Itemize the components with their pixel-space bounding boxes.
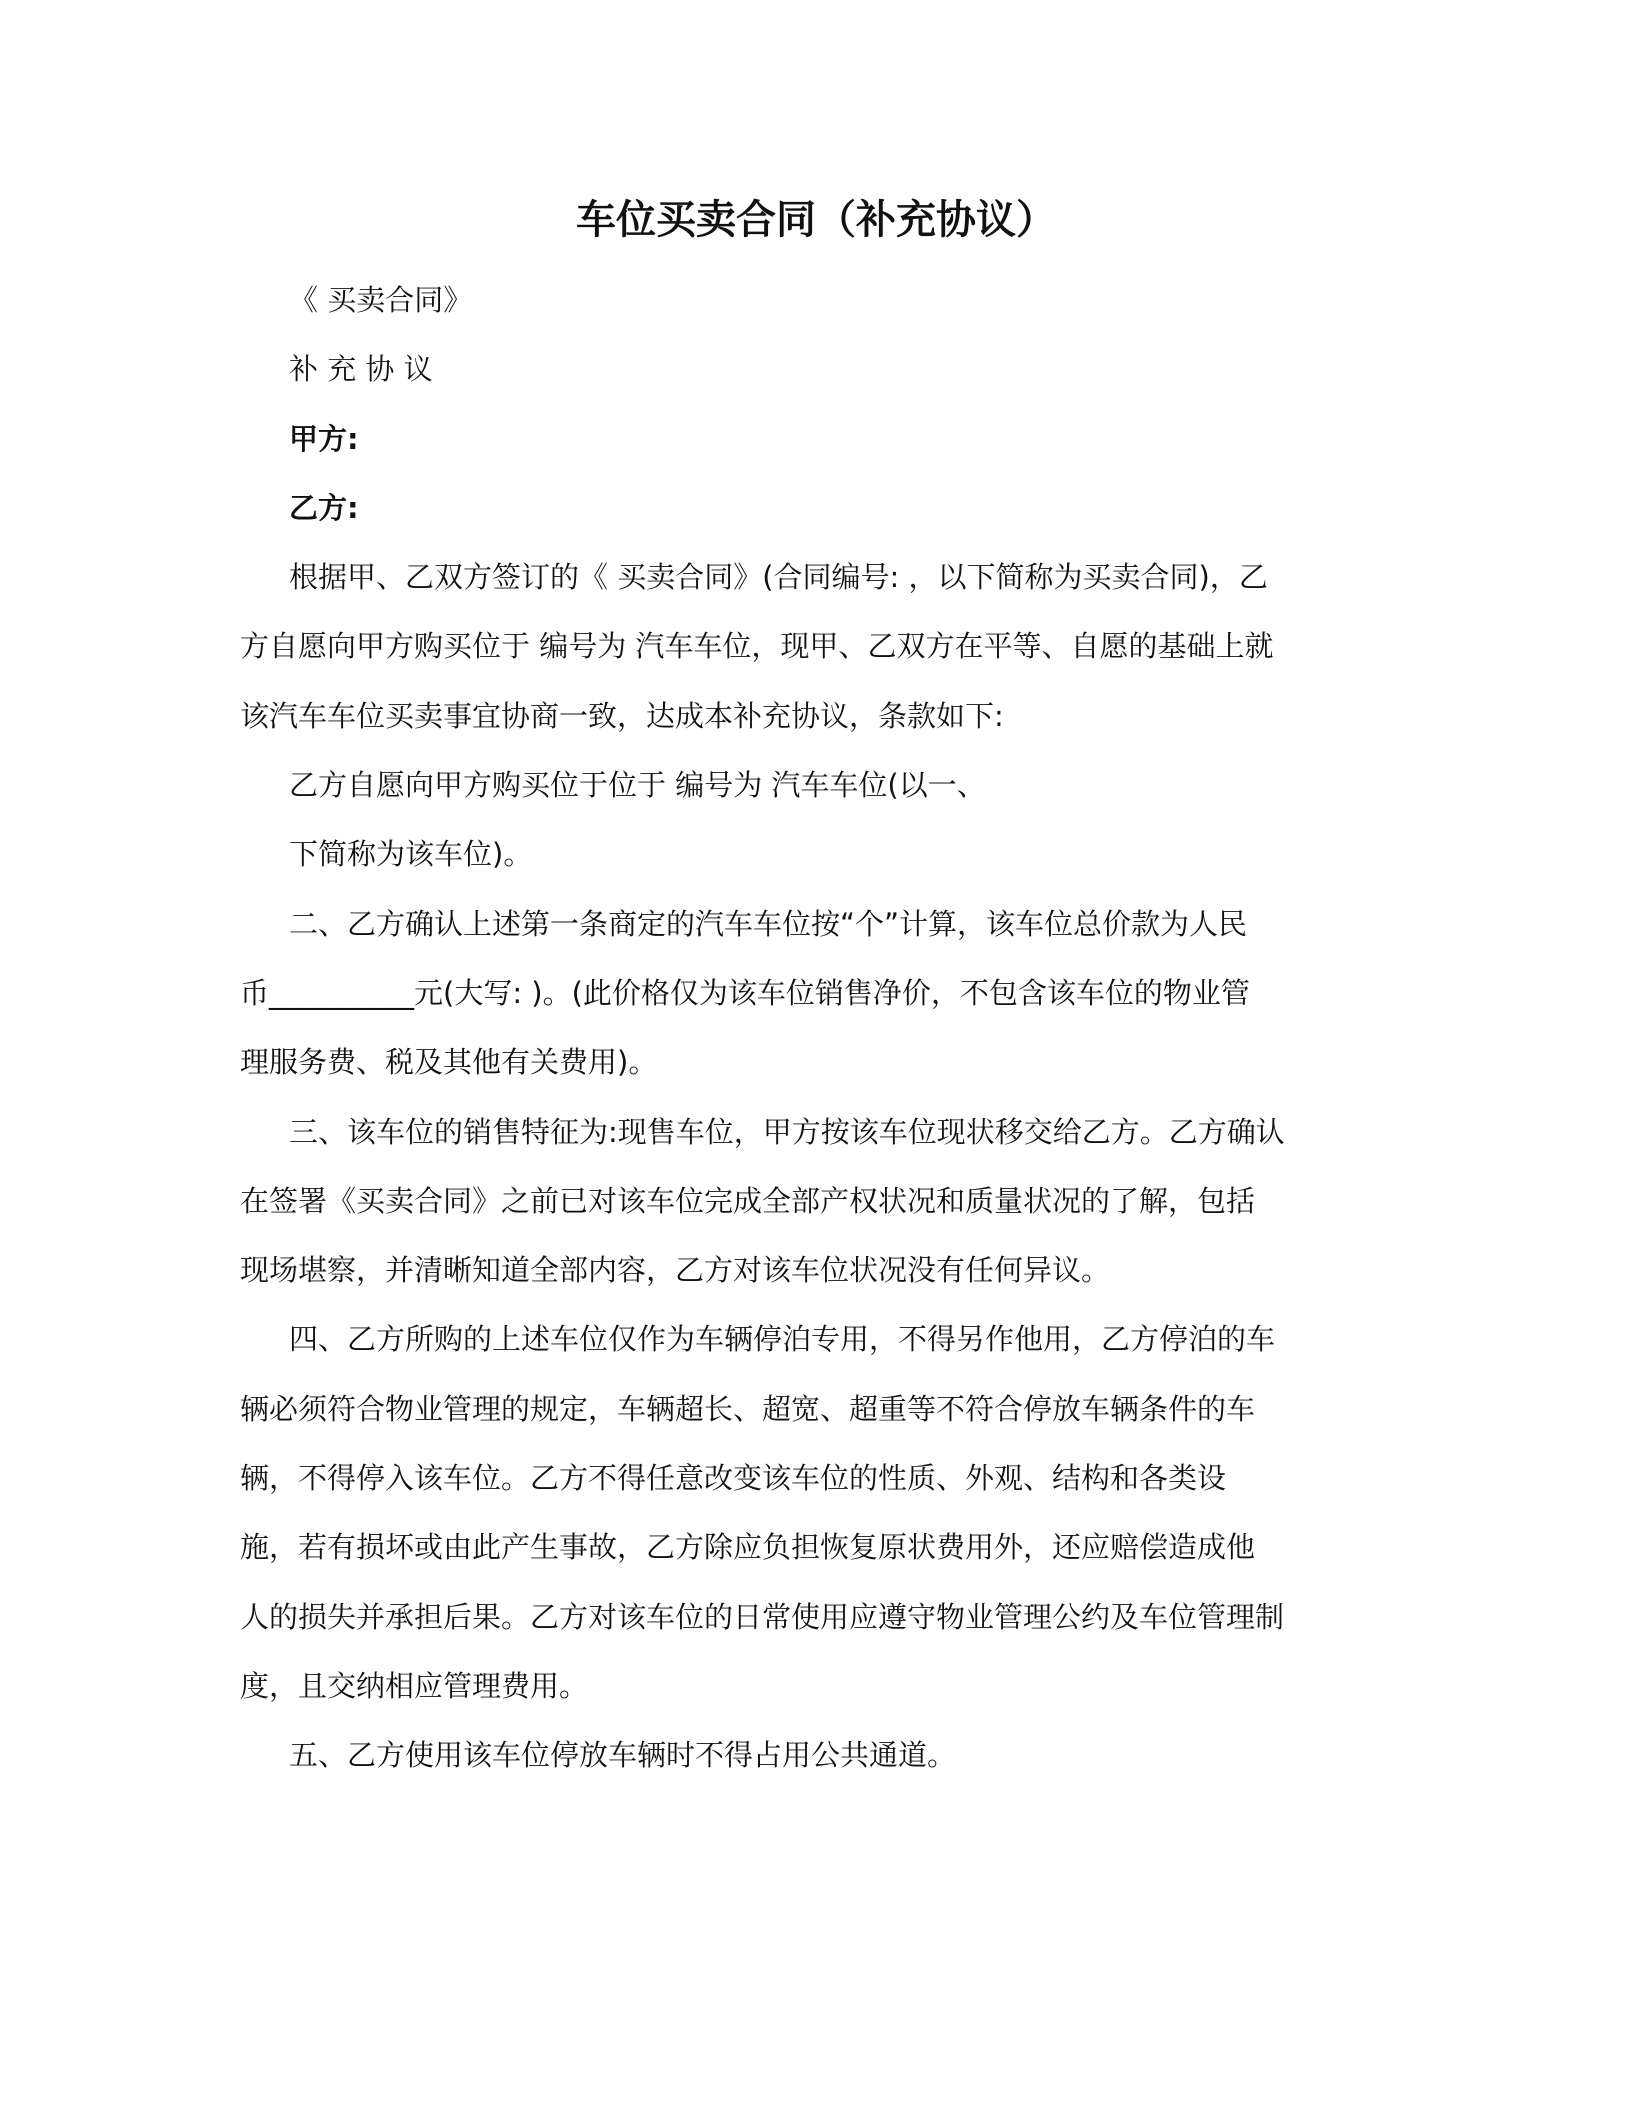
text-line: 乙方: <box>289 490 359 525</box>
document-title: 车位买卖合同（补充协议） <box>576 197 1056 243</box>
text-line: 下简称为该车位)。 <box>289 837 533 872</box>
text-line: 《 买卖合同》 <box>289 283 473 317</box>
text-line: 在签署《买卖合同》之前已对该车位完成全部产权状况和质量状况的了解，包括 <box>240 1183 1256 1218</box>
text-line: 施，若有损坏或由此产生事故，乙方除应负担恢复原状费用外，还应赔偿造成他 <box>240 1530 1256 1565</box>
text-line: 人的损失并承担后果。乙方对该车位的日常使用应遵守物业管理公约及车位管理制 <box>240 1599 1285 1634</box>
text-line: 四、乙方所购的上述车位仅作为车辆停泊专用，不得另作他用，乙方停泊的车 <box>289 1322 1276 1357</box>
text-line: 度，且交纳相应管理费用。 <box>240 1668 589 1703</box>
text-line: 理服务费、税及其他有关费用)。 <box>240 1045 658 1080</box>
text-line: 辆必须符合物业管理的规定，车辆超长、超宽、超重等不符合停放车辆条件的车 <box>240 1391 1256 1426</box>
text-line: 乙方自愿向甲方购买位于位于 编号为 汽车车位(以一、 <box>289 768 986 803</box>
text-line: 补 充 协 议 <box>289 352 433 387</box>
document-body <box>240 266 1390 1791</box>
text-line: 二、乙方确认上述第一条商定的汽车车位按“个”计算，该车位总价款为人民 <box>289 906 1248 941</box>
text-line: 辆，不得停入该车位。乙方不得任意改变该车位的性质、外观、结构和各类设 <box>240 1461 1227 1496</box>
text-line: 币__________元(大写: )。(此价格仅为该车位销售净价，不包含该车位的物业管 <box>240 975 1250 1010</box>
text-line: 现场堪察，并清晰知道全部内容，乙方对该车位状况没有任何异议。 <box>240 1253 1111 1288</box>
text-line: 方自愿向甲方购买位于 编号为 汽车车位，现甲、乙双方在平等、自愿的基础上就 <box>240 629 1274 664</box>
text-line: 五、乙方使用该车位停放车辆时不得占用公共通道。 <box>289 1738 957 1773</box>
text-line: 甲方: <box>289 421 359 456</box>
text-line: 该汽车车位买卖事宜协商一致，达成本补充协议，条款如下: <box>240 698 1004 733</box>
text-line: 三、该车位的销售特征为:现售车位，甲方按该车位现状移交给乙方。乙方确认 <box>289 1114 1285 1149</box>
text-line: 根据甲、乙双方签订的《 买卖合同》(合同编号: ，以下简称为买卖合同)，乙 <box>289 560 1268 595</box>
